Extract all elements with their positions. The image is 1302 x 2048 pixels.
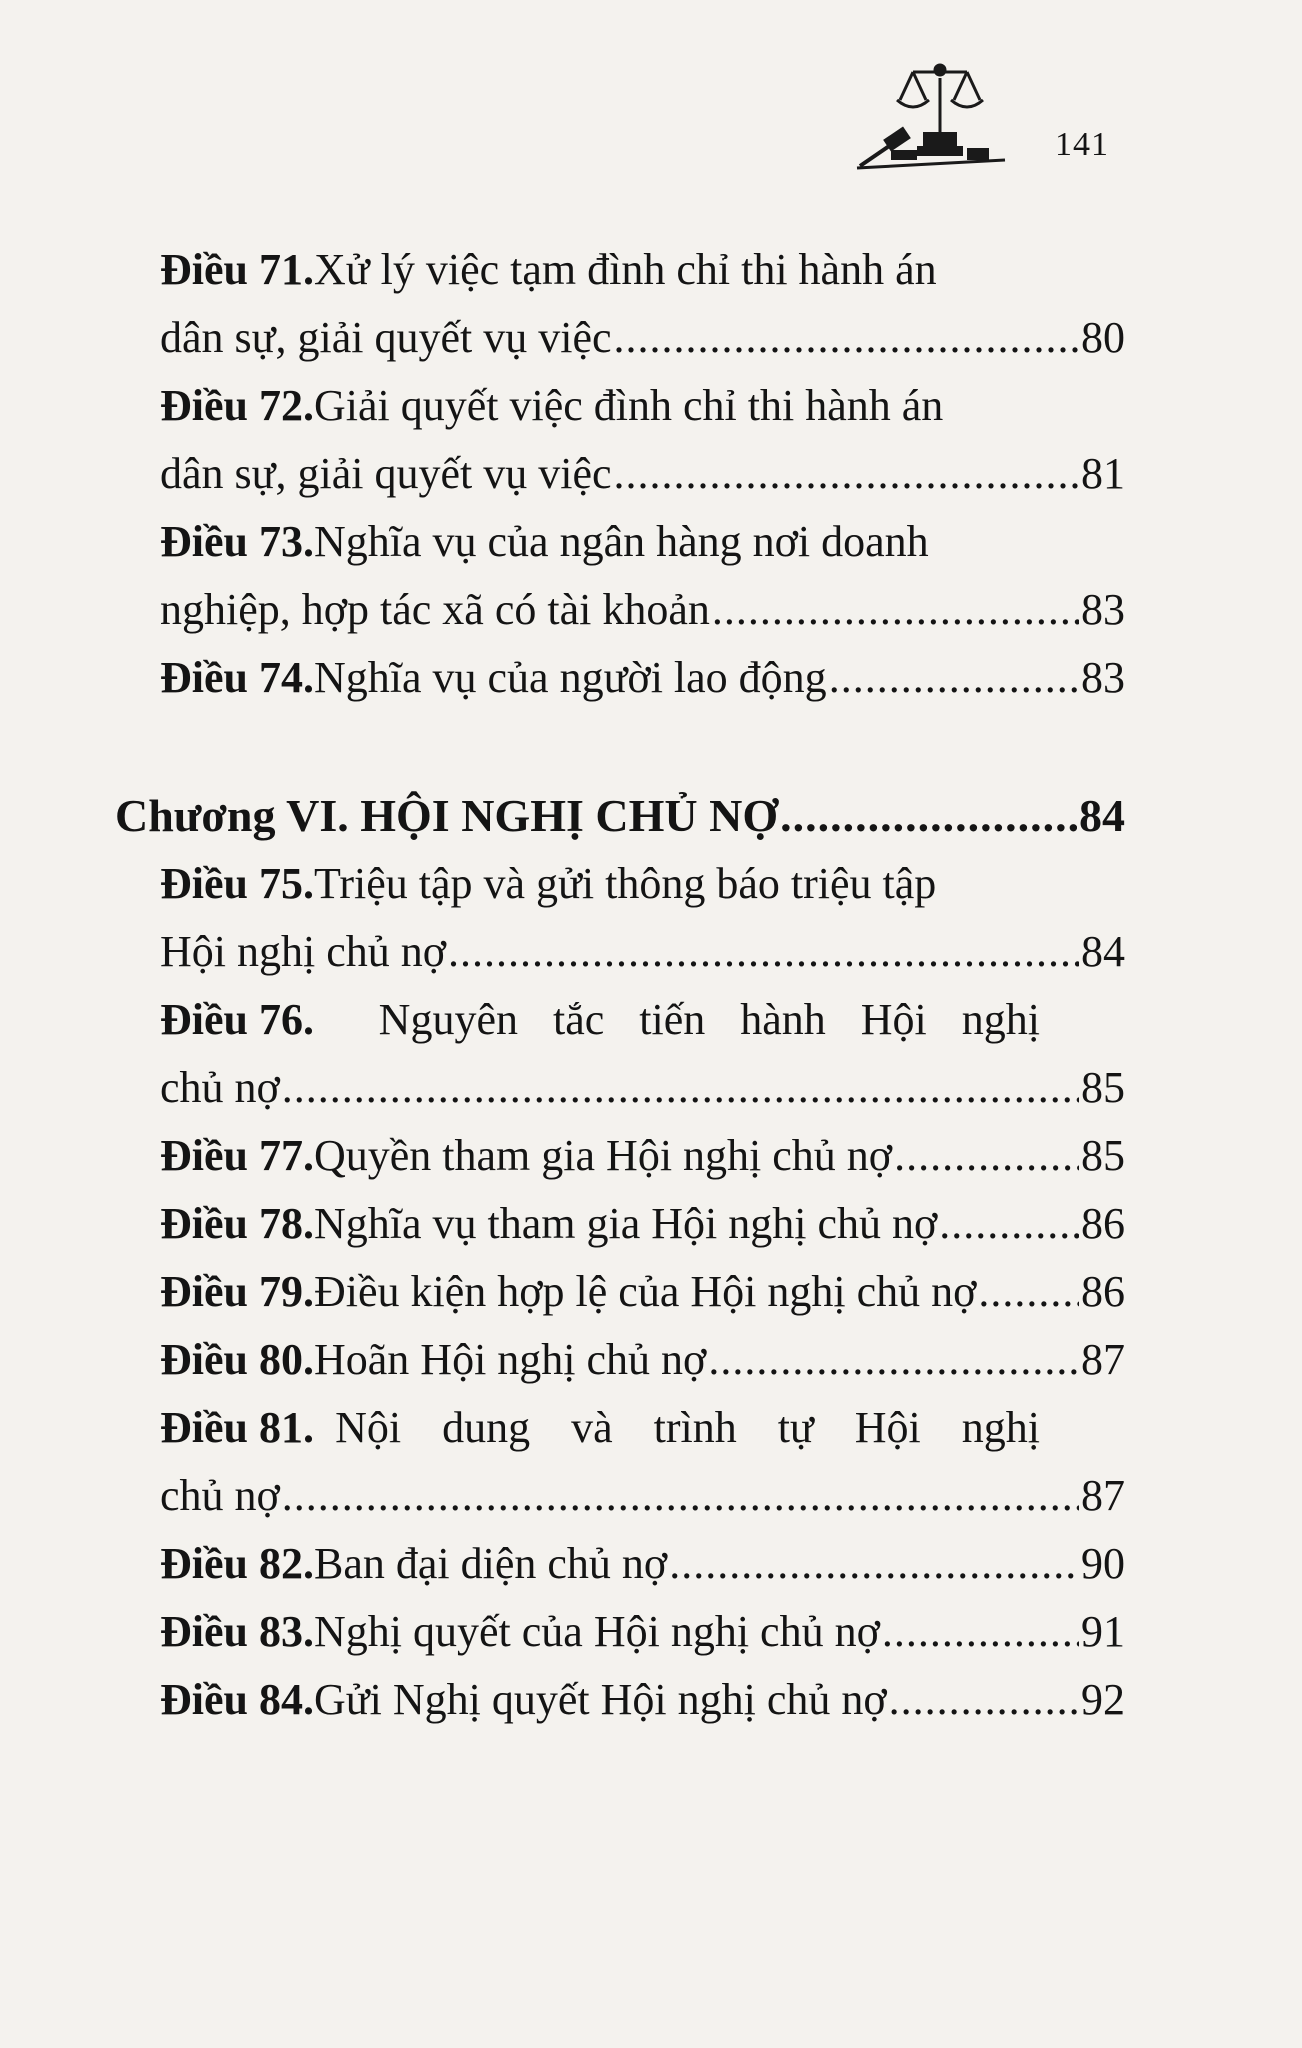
toc-page-number: 84 (1081, 927, 1125, 976)
leader-dots (712, 580, 1079, 640)
leader-dots (978, 1262, 1079, 1322)
toc-page-number: 92 (1081, 1675, 1125, 1724)
toc-entry-71-line-1: Điều 71. Xử lý việc tạm đình chỉ thi hành án (160, 245, 937, 294)
toc-page-number: 83 (1081, 585, 1125, 634)
toc-entry-84: Điều 84. Gửi Nghị quyết Hội nghị chủ nợ ..... 92 (160, 1670, 1125, 1730)
toc-entry-78: Điều 78. Nghĩa vụ tham gia Hội nghị chủ nợ ..... 86 (160, 1194, 1125, 1254)
leader-dots (882, 1602, 1079, 1662)
leader-dots (829, 648, 1079, 708)
toc-chapter-6: Chương VI. HỘI NGHỊ CHỦ NỢ ..... 84 (115, 786, 1125, 846)
toc-entry-75-line-2: Hội nghị chủ nợ ..... 84 (160, 922, 1125, 982)
toc-entry-74: Điều 74. Nghĩa vụ của người lao động ..... 83 (160, 648, 1125, 708)
toc-page-number: 87 (1081, 1335, 1125, 1384)
toc-entry-83: Điều 83. Nghị quyết của Hội nghị chủ nợ ..... 91 (160, 1602, 1125, 1662)
page-number: 141 (1055, 126, 1109, 163)
toc-page-number: 87 (1081, 1471, 1125, 1520)
toc-page-number: 86 (1081, 1199, 1125, 1248)
toc-entry-73-line-2: nghiệp, hợp tác xã có tài khoản ..... 83 (160, 580, 1125, 640)
leader-dots (894, 1126, 1079, 1186)
toc-entry-79: Điều 79. Điều kiện hợp lệ của Hội nghị chủ nợ ..... 86 (160, 1262, 1125, 1322)
toc-page-number: 81 (1081, 449, 1125, 498)
scales-of-justice-gavel-icon (855, 58, 1025, 178)
leader-dots (282, 1058, 1079, 1118)
toc-page-number: 80 (1081, 313, 1125, 362)
toc-entry-72-line-2: dân sự, giải quyết vụ việc ..... 81 (160, 444, 1125, 504)
leader-dots (448, 922, 1079, 982)
toc-page-number: 86 (1081, 1267, 1125, 1316)
toc-entry-81-line-2: chủ nợ ..... 87 (160, 1466, 1125, 1526)
toc-entry-80: Điều 80. Hoãn Hội nghị chủ nợ ..... 87 (160, 1330, 1125, 1390)
toc-page-number: 90 (1081, 1539, 1125, 1588)
toc-entry-72-line-1: Điều 72. Giải quyết việc đình chỉ thi hành án (160, 381, 944, 430)
toc-entry-77: Điều 77. Quyền tham gia Hội nghị chủ nợ ..... 85 (160, 1126, 1125, 1186)
toc-entry-81-line-1: Điều 81. Nội dung và trình tự Hội nghị (160, 1403, 1040, 1452)
toc-entry-82: Điều 82. Ban đại diện chủ nợ ..... 90 (160, 1534, 1125, 1594)
leader-dots (889, 1670, 1079, 1730)
toc-entry-75-line-1: Điều 75. Triệu tập và gửi thông báo triệu tập (160, 859, 937, 908)
toc-entry-76-line-1: Điều 76. Nguyên tắc tiến hành Hội nghị (160, 995, 1040, 1044)
leader-dots (669, 1534, 1079, 1594)
leader-dots (939, 1194, 1079, 1254)
toc-entry-71-line-2: dân sự, giải quyết vụ việc ..... 80 (160, 308, 1125, 368)
leader-dots (614, 308, 1079, 368)
toc-page-number: 85 (1081, 1131, 1125, 1180)
toc-entry-76-line-2: chủ nợ ..... 85 (160, 1058, 1125, 1118)
toc-entry-73-line-1: Điều 73. Nghĩa vụ của ngân hàng nơi doanh (160, 517, 929, 566)
leader-dots (708, 1330, 1079, 1390)
leader-dots (282, 1466, 1079, 1526)
leader-dots (780, 786, 1077, 846)
toc-page-number: 91 (1081, 1607, 1125, 1656)
toc-page-number: 83 (1081, 653, 1125, 702)
toc-page-number: 85 (1081, 1063, 1125, 1112)
toc-page-number: 84 (1079, 790, 1125, 841)
leader-dots (614, 444, 1079, 504)
